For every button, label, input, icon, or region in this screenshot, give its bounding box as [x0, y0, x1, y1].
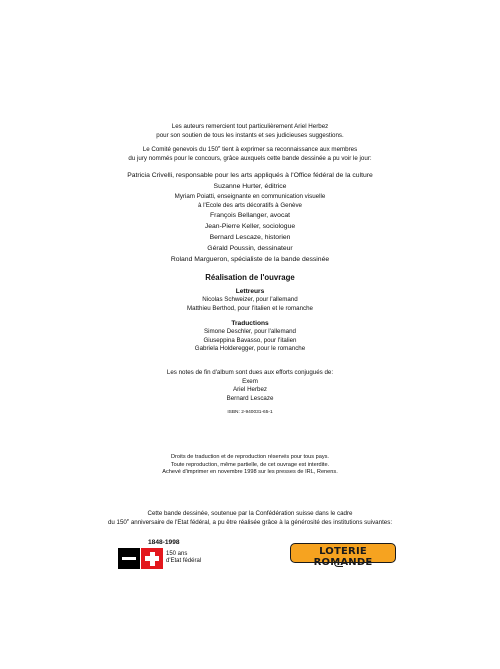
- realisation-heading: Réalisation de l'ouvrage: [205, 273, 295, 282]
- jury-member: Patricia Crivelli, responsable pour les arts appliqués à l'Office fédéral de la culture: [127, 172, 373, 179]
- translator: Simone Deschler, pour l'allemand: [204, 328, 296, 335]
- minus-icon: [122, 557, 136, 560]
- letterers-heading: Lettreurs: [235, 288, 265, 295]
- loterie-logo-tail: [334, 561, 343, 567]
- letterer: Nicolas Schweizer, pour l'allemand: [202, 296, 298, 303]
- jury-member: François Bellanger, avocat: [209, 212, 291, 219]
- notes-intro: Les notes de fin d'album sont dues aux efforts conjugués de:: [166, 369, 334, 376]
- support-line: Cette bande dessinée, soutenue par la Confédération suisse dans le cadre: [147, 510, 353, 517]
- swiss-150-logo: [118, 539, 228, 569]
- rights-line: Droits de traduction et de reproduction réservés pour tous pays.: [171, 454, 329, 460]
- loterie-romande-text: LOTERIE ROMANDE: [313, 546, 373, 568]
- translations-heading: Traductions: [231, 320, 269, 327]
- jury-member: Suzanne Hurter, éditrice: [213, 183, 287, 190]
- committee-block: [0, 143, 500, 163]
- jury-member: Roland Margueron, spécialiste de la bande dessinée: [170, 256, 330, 263]
- thanks-line: pour son soutien de tous les instants et ses judicieuses suggestions.: [156, 131, 344, 139]
- letterer: Matthieu Berthod, pour l'italien et le romanche: [186, 304, 314, 312]
- rights-line: Toute reproduction, même partielle, de cet ouvrage est interdite.: [170, 461, 330, 468]
- notes-name: Ariel Herbez: [232, 386, 268, 393]
- rights-block: [0, 454, 500, 477]
- translator: Gabriela Holderegger, pour le romanche: [194, 345, 306, 352]
- swiss-flags-icon: [118, 548, 164, 569]
- swiss-logo-years: 1848-1998: [148, 539, 180, 546]
- loterie-romande-logo: [290, 543, 396, 568]
- jury-member: à l'Ecole des arts décoratifs à Genève: [197, 201, 303, 209]
- committee-line: du jury nommés pour le concours, grâce auxquels cette bande dessinée a pu voir le jour:: [128, 154, 372, 162]
- notes-name: Bernard Lescaze: [226, 394, 274, 402]
- jury-member: Jean-Pierre Keller, sociologue: [204, 223, 296, 230]
- isbn: ISBN: 2-940031-65-1: [227, 410, 273, 415]
- translator: Giuseppina Bavasso, pour l'italien: [203, 336, 297, 344]
- rights-line: Achevé d'imprimer en novembre 1998 sur les presses de IRL, Renens.: [162, 469, 338, 475]
- committee-line: Le Comité genevois du 150e tient à exprimer sa reconnaissance aux membres: [142, 143, 358, 153]
- support-line: du 150e anniversaire de l'Etat fédéral, a pu être réalisée grâce à la générosité des institutions suivantes:: [107, 516, 393, 526]
- notes-block: [0, 369, 500, 418]
- jury-member: Bernard Lescaze, historien: [209, 234, 291, 241]
- swiss-cross-icon: [150, 552, 155, 566]
- thanks-line: Les auteurs remercient tout particulièrement Ariel Herbez: [171, 123, 329, 130]
- jury-member: Gérald Poussin, dessinateur: [207, 245, 293, 252]
- thanks-block: [0, 123, 500, 140]
- notes-name: Exem: [242, 377, 258, 385]
- support-block: [0, 510, 500, 527]
- jury-list: [0, 170, 500, 265]
- jury-member: Myriam Poiatti, enseignante en communication visuelle: [174, 193, 326, 200]
- swiss-logo-caption: 150 ans d'Etat fédéral: [166, 551, 202, 564]
- realisation-block: [0, 273, 500, 354]
